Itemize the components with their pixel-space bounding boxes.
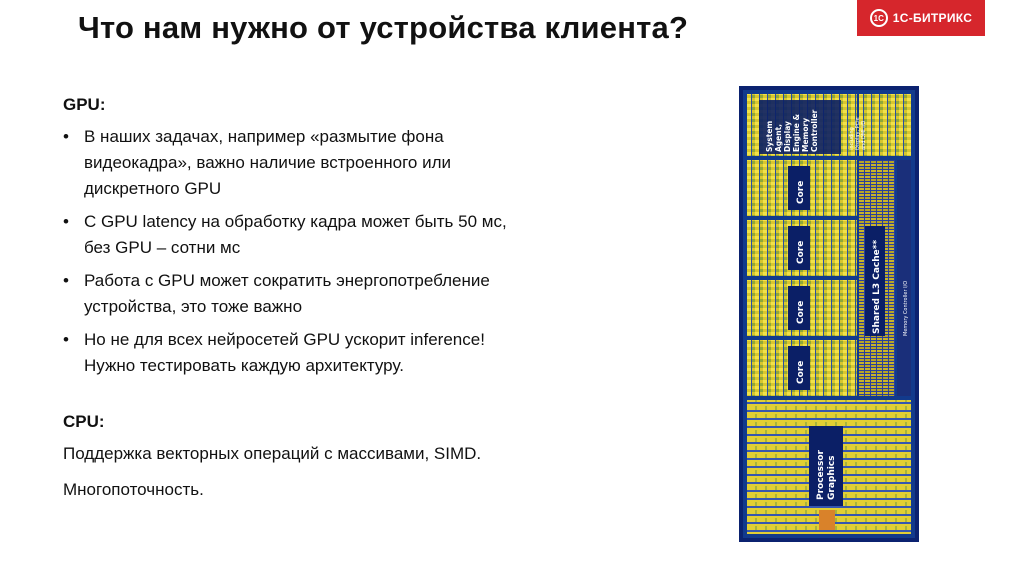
core-label: Core [796, 300, 806, 324]
l3-cache-block [859, 160, 911, 396]
gpu-bullet [63, 124, 623, 202]
bitrix-logo-text: 1С-БИТРИКС [892, 11, 973, 25]
system-agent-label: System [765, 120, 774, 152]
bullet-icon: • [63, 212, 69, 231]
l3-cache-label: Shared L3 Cache** [872, 239, 882, 334]
core-label: Core [796, 240, 806, 264]
system-agent-block [747, 94, 911, 156]
core-block [747, 280, 857, 336]
bullet-line: Работа с GPU может сократить энергопотребление [84, 271, 490, 290]
bitrix-logo [857, 0, 985, 36]
memory-controller-io-label: Memory Controller I/O [903, 280, 909, 336]
core-block [747, 340, 857, 396]
graphics-label: Processor [816, 450, 826, 500]
bullet-icon: • [63, 271, 69, 290]
core-block [747, 220, 857, 276]
bullet-line: без GPU – сотни мс [84, 238, 241, 257]
slide-body [63, 92, 623, 513]
core-label: Core [796, 360, 806, 384]
core-label: Core [796, 180, 806, 204]
bullet-icon: • [63, 127, 69, 146]
bullet-line: Нужно тестировать каждую архитектуру. [84, 356, 404, 375]
system-agent-label: Agent, [774, 123, 783, 152]
graphics-block [747, 400, 911, 534]
bullet-line: видеокадра», важно наличие встроенного или [84, 153, 452, 172]
system-agent-label: Controller [810, 109, 819, 152]
bullet-line: дискретного GPU [84, 179, 222, 198]
including-label: and DMI I/O [861, 120, 867, 150]
gpu-bullet-list [63, 124, 623, 379]
bullet-line: C GPU latency на обработку кадра может быть 50 мс, [84, 212, 507, 231]
system-agent-label: Memory [801, 117, 810, 152]
including-label: Display, PCIe [855, 117, 861, 150]
bullet-line: В наших задачах, например «размытие фона [84, 127, 444, 146]
processor-die-image [739, 86, 919, 542]
bullet-line: устройства, это тоже важно [84, 297, 303, 316]
cpu-paragraph: Поддержка векторных операций с массивами, SIMD. [63, 444, 482, 463]
cpu-heading: CPU: [63, 412, 105, 431]
bullet-icon: • [63, 330, 69, 349]
graphics-label: Graphics [827, 455, 837, 500]
gpu-heading: GPU: [63, 95, 106, 114]
gpu-bullet [63, 268, 623, 320]
cpu-paragraph: Многопоточность. [63, 480, 204, 499]
bullet-line: Но не для всех нейросетей GPU ускорит inference! [84, 330, 485, 349]
including-label: including [849, 127, 855, 150]
core-block [747, 160, 857, 216]
gpu-bullet [63, 327, 623, 379]
system-agent-label: Display [783, 121, 792, 152]
bitrix-logo-icon: 1С [870, 9, 888, 27]
gpu-bullet [63, 209, 623, 261]
system-agent-label: Engine & [792, 114, 801, 152]
slide-title: Что нам нужно от устройства клиента? [78, 10, 689, 45]
